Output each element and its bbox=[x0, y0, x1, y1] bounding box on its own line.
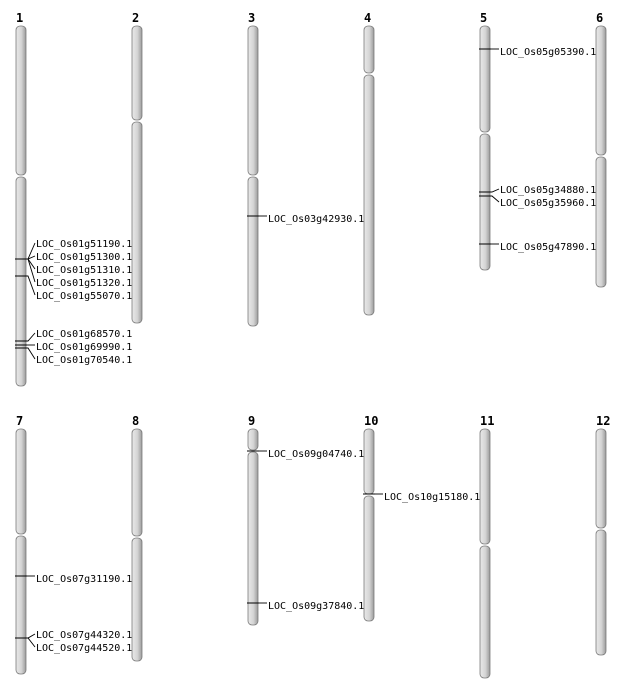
gene-marker bbox=[479, 47, 596, 58]
gene-marker bbox=[479, 242, 596, 253]
chromosome-long-arm bbox=[16, 536, 26, 674]
gene-leader bbox=[26, 348, 35, 359]
chromosome-8 bbox=[132, 414, 142, 661]
chromosome-1 bbox=[15, 11, 132, 386]
chromosome-12 bbox=[596, 414, 610, 655]
gene-label: LOC_Os09g04740.1 bbox=[268, 449, 365, 460]
gene-leader bbox=[26, 638, 35, 647]
gene-label: LOC_Os05g34880.1 bbox=[500, 185, 597, 196]
gene-marker bbox=[363, 492, 480, 503]
chromosome-short-arm bbox=[132, 429, 142, 536]
chromosome-short-arm bbox=[364, 26, 374, 73]
chromosome-long-arm bbox=[248, 177, 258, 326]
gene-label: LOC_Os01g55070.1 bbox=[36, 291, 133, 302]
chromosome-short-arm bbox=[248, 429, 258, 450]
chromosome-number: 4 bbox=[364, 11, 372, 25]
gene-marker bbox=[247, 601, 364, 612]
gene-label: LOC_Os09g37840.1 bbox=[268, 601, 365, 612]
chromosome-short-arm bbox=[596, 429, 606, 528]
chromosome-short-arm bbox=[596, 26, 606, 155]
chromosome-long-arm bbox=[132, 538, 142, 661]
chromosome-short-arm bbox=[16, 429, 26, 534]
chromosome-short-arm bbox=[480, 429, 490, 544]
chromosome-short-arm bbox=[248, 26, 258, 175]
chromosome-long-arm bbox=[364, 75, 374, 315]
gene-label: LOC_Os01g51300.1 bbox=[36, 252, 133, 263]
chromosome-number: 10 bbox=[364, 414, 379, 428]
chromosome-4 bbox=[364, 11, 374, 315]
chromosome-10 bbox=[363, 414, 480, 621]
chromosome-number: 1 bbox=[16, 11, 24, 25]
chromosome-long-arm bbox=[16, 177, 26, 386]
gene-label: LOC_Os01g68570.1 bbox=[36, 329, 133, 340]
chromosome-number: 5 bbox=[480, 11, 488, 25]
chromosome-6 bbox=[596, 11, 606, 287]
chromosome-number: 9 bbox=[248, 414, 256, 428]
gene-label: LOC_Os01g51320.1 bbox=[36, 278, 133, 289]
gene-marker bbox=[247, 449, 364, 460]
chromosome-long-arm bbox=[480, 546, 490, 678]
chromosome-3 bbox=[247, 11, 364, 326]
gene-marker bbox=[15, 342, 132, 353]
gene-marker bbox=[15, 252, 132, 263]
gene-label: LOC_Os05g47890.1 bbox=[500, 242, 597, 253]
chromosome-number: 11 bbox=[480, 414, 495, 428]
gene-leader bbox=[490, 196, 499, 202]
chromosome-number: 2 bbox=[132, 11, 140, 25]
chromosome-long-arm bbox=[132, 122, 142, 323]
chromosome-2 bbox=[132, 11, 142, 323]
gene-leader bbox=[26, 634, 35, 638]
gene-marker bbox=[15, 630, 132, 641]
gene-label: LOC_Os01g69990.1 bbox=[36, 342, 133, 353]
gene-marker bbox=[15, 574, 132, 585]
gene-label: LOC_Os01g51310.1 bbox=[36, 265, 133, 276]
chromosome-number: 3 bbox=[248, 11, 256, 25]
chromosome-long-arm bbox=[364, 496, 374, 621]
chromosome-number: 6 bbox=[596, 11, 604, 25]
chromosome-5 bbox=[479, 11, 596, 270]
chromosome-short-arm bbox=[364, 429, 374, 494]
gene-label: LOC_Os10g15180.1 bbox=[384, 492, 481, 503]
chromosome-short-arm bbox=[480, 26, 490, 132]
chromosome-long-arm bbox=[596, 530, 606, 655]
gene-label: LOC_Os07g31190.1 bbox=[36, 574, 133, 585]
gene-label: LOC_Os05g35960.1 bbox=[500, 198, 597, 209]
gene-label: LOC_Os05g05390.1 bbox=[500, 47, 597, 58]
gene-label: LOC_Os01g70540.1 bbox=[36, 355, 133, 366]
gene-leader bbox=[490, 189, 499, 192]
chromosome-9 bbox=[247, 414, 364, 625]
chromosome-7 bbox=[15, 414, 132, 674]
chromosome-long-arm bbox=[596, 157, 606, 287]
gene-label: LOC_Os03g42930.1 bbox=[268, 214, 365, 225]
gene-label: LOC_Os07g44320.1 bbox=[36, 630, 133, 641]
gene-marker bbox=[247, 214, 364, 225]
chromosome-short-arm bbox=[16, 26, 26, 175]
gene-marker bbox=[479, 185, 596, 196]
chromosome-11 bbox=[480, 414, 494, 678]
gene-label: LOC_Os01g51190.1 bbox=[36, 239, 133, 250]
gene-marker bbox=[15, 329, 132, 341]
gene-label: LOC_Os07g44520.1 bbox=[36, 643, 133, 654]
gene-marker bbox=[479, 196, 596, 209]
chromosome-number: 8 bbox=[132, 414, 140, 428]
chromosome-number: 7 bbox=[16, 414, 24, 428]
chromosome-long-arm bbox=[248, 452, 258, 625]
gene-leader bbox=[26, 333, 35, 341]
chromosome-number: 12 bbox=[596, 414, 611, 428]
chromosome-long-arm bbox=[480, 134, 490, 270]
chromosome-short-arm bbox=[132, 26, 142, 120]
